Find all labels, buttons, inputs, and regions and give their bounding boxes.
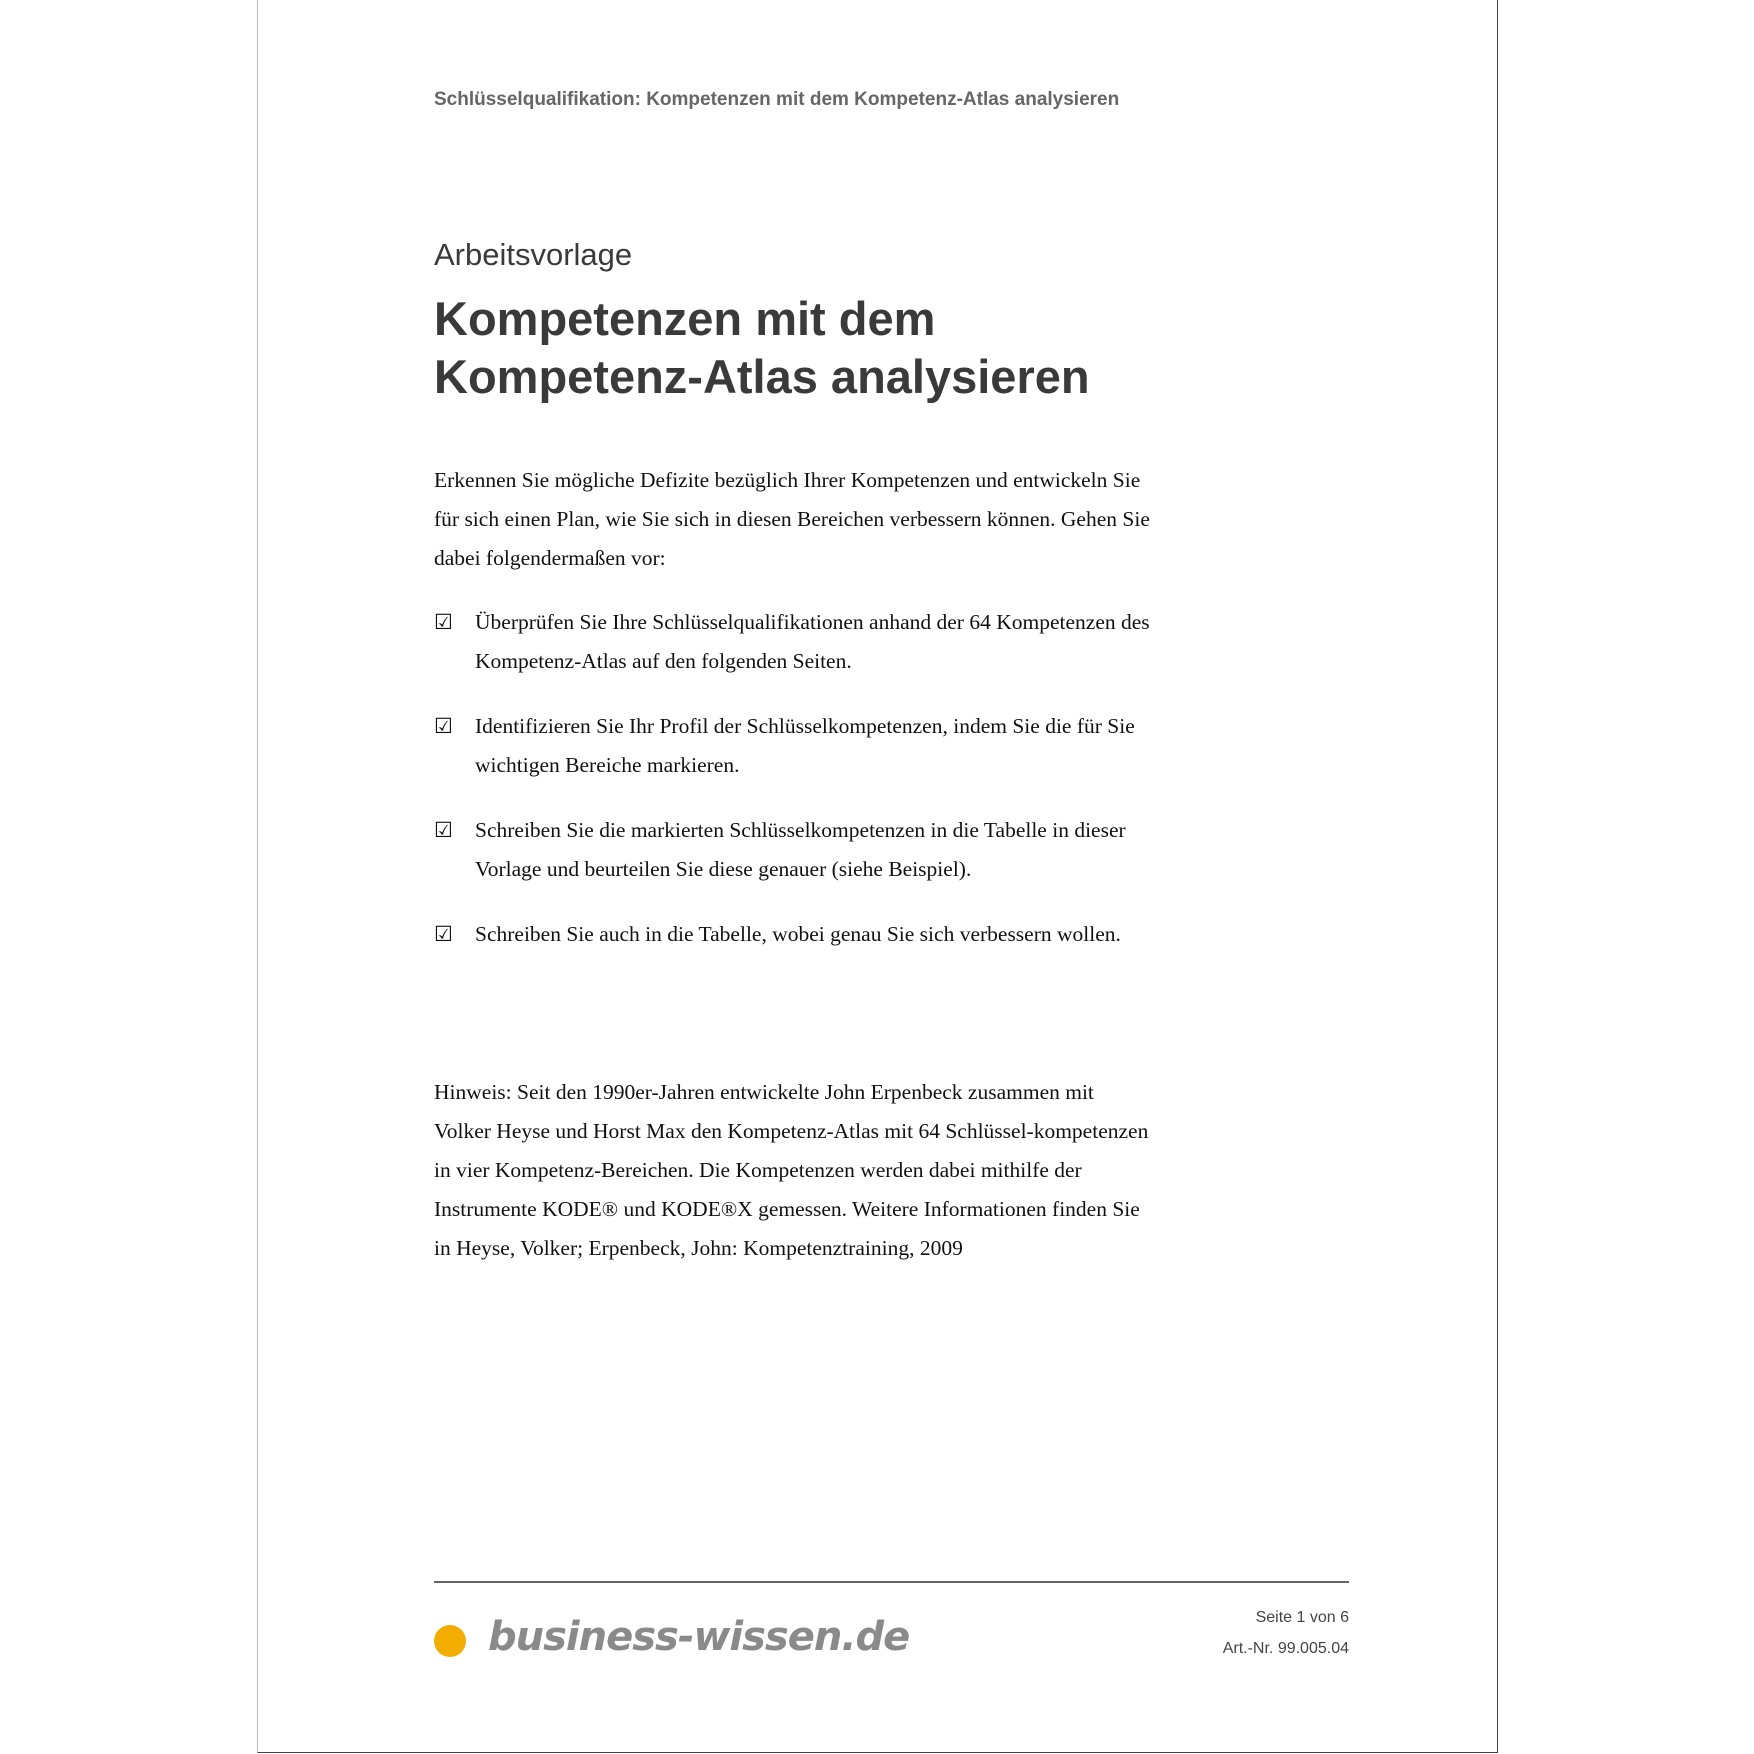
running-header: Schlüsselqualifikation: Kompetenzen mit dem Kompetenz-Atlas analysieren	[434, 89, 1120, 110]
kicker: Arbeitsvorlage	[434, 237, 633, 272]
list-item-text: Überprüfen Sie Ihre Schlüsselqualifikationen anhand der 64 Kompetenzen des Kompetenz-Atlas auf den folgenden Seiten.	[475, 610, 1150, 673]
checked-box-icon: ☑	[434, 922, 453, 946]
list-item-text: Schreiben Sie die markierten Schlüsselkompetenzen in die Tabelle in dieser Vorlage und beurteilen Sie diese genauer (siehe Beispiel).	[475, 818, 1126, 881]
title-line: Kompetenzen mit dem	[434, 292, 936, 345]
list-item	[434, 811, 1154, 889]
list-item	[434, 707, 1154, 785]
list-item	[434, 915, 1154, 954]
list-item-text: Identifizieren Sie Ihr Profil der Schlüsselkompetenzen, indem Sie die für Sie wichtigen Bereiche markieren.	[475, 714, 1135, 777]
hint-paragraph: Hinweis: Seit den 1990er-Jahren entwickelte John Erpenbeck zusammen mit Volker Heyse und Horst Max den Kompetenz-Atlas mit 64 Schlüssel-kompetenzen in vier Kompetenz-Bereichen. Die Kompetenzen werden dabei mithilfe der Instrumente KODE® und KODE®X gemessen. Weitere Informationen finden Sie in Heyse, Volker; Erpenbeck, John: Kompetenztraining, 2009	[434, 1080, 1149, 1260]
logo: business-wissen.de	[488, 1614, 910, 1660]
article-number: Art.-Nr. 99.005.04	[1222, 1640, 1349, 1657]
intro-paragraph: Erkennen Sie mögliche Defizite bezüglich Ihrer Kompetenzen und entwickeln Sie für sich einen Plan, wie Sie sich in diesen Bereichen verbessern können. Gehen Sie dabei folgendermaßen vor:	[434, 468, 1150, 570]
footer-divider	[434, 1581, 1349, 1583]
title-line: Kompetenz-Atlas analysieren	[434, 350, 1090, 403]
checklist	[434, 603, 1154, 980]
list-item-text: Schreiben Sie auch in die Tabelle, wobei genau Sie sich verbessern wollen.	[475, 922, 1121, 946]
page-number: Seite 1 von 6	[1255, 1609, 1349, 1626]
checked-box-icon: ☑	[434, 818, 453, 842]
checked-box-icon: ☑	[434, 610, 453, 634]
list-item	[434, 603, 1154, 681]
logo-dot-icon	[434, 1625, 466, 1657]
page-title	[434, 290, 1090, 406]
checked-box-icon: ☑	[434, 714, 453, 738]
